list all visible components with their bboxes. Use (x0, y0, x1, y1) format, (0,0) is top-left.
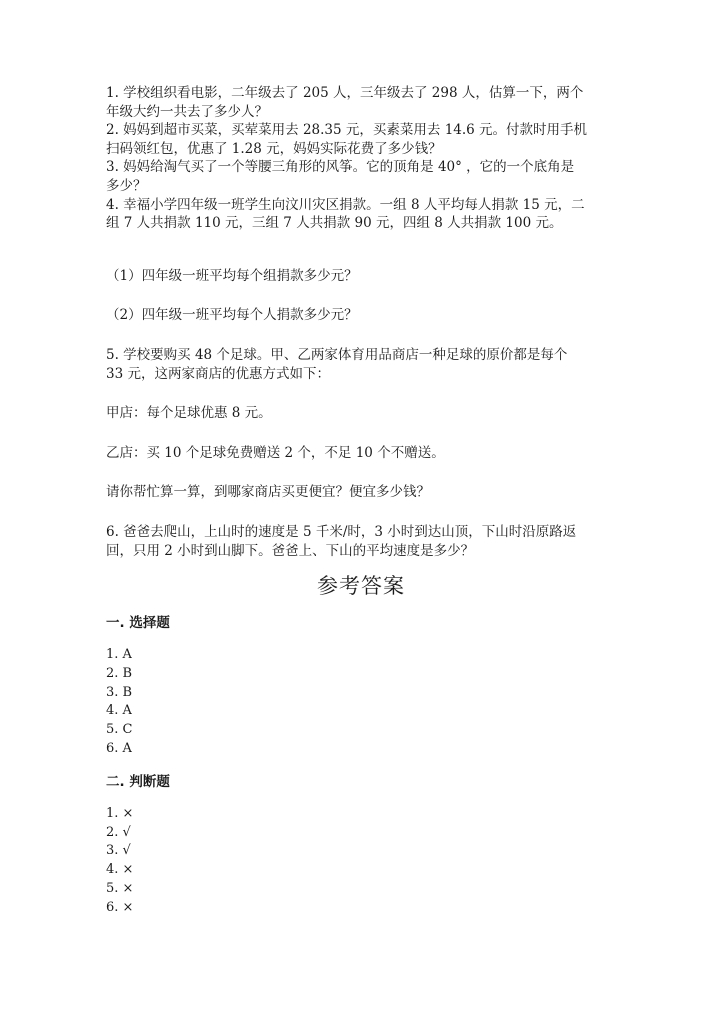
question-2-line-2: 扫码领红包，优惠了 1.28 元，妈妈实际花费了多少钱？ (106, 140, 442, 157)
multiple-choice-answers (106, 646, 616, 759)
answer-item: 5. C (106, 722, 133, 738)
question-3 (106, 158, 616, 195)
worksheet-page (106, 84, 616, 918)
answer-item: 3. √ (106, 843, 131, 859)
question-5-shop-b: 乙店：买 10 个足球免费赠送 2 个，不足 10 个不赠送。 (106, 444, 445, 461)
question-5-ask: 请你帮忙算一算，到哪家商店买更便宜？便宜多少钱？ (106, 484, 430, 501)
question-1 (106, 84, 616, 121)
question-3-line-2: 多少？ (106, 177, 147, 194)
question-4-line-1: 4. 幸福小学四年级一班学生向汶川灾区捐款。一组 8 人平均每人捐款 15 元，二 (106, 196, 585, 213)
answer-item: 3. B (106, 684, 133, 700)
question-6 (106, 523, 616, 560)
question-1-line-2: 年级大约一共去了多少人？ (106, 103, 268, 120)
answer-item: 1. × (106, 805, 134, 821)
section-heading-multiple-choice: 一. 选择题 (106, 615, 170, 632)
question-4-subquestion-1: （1）四年级一班平均每个组捐款多少元？ (106, 267, 358, 284)
answer-item: 1. A (106, 647, 132, 663)
true-false-answers (106, 805, 616, 918)
question-4-line-2: 组 7 人共捐款 110 元，三组 7 人共捐款 90 元，四组 8 人共捐款 100 元。 (106, 215, 563, 232)
answer-item: 4. × (106, 862, 134, 878)
question-1-line-1: 1. 学校组织看电影，二年级去了 205 人，三年级去了 298 人，估算一下，两个 (106, 85, 584, 101)
answer-item: 2. B (106, 665, 133, 681)
answer-item: 2. √ (106, 824, 131, 840)
question-6-line-2: 回，只用 2 小时到山脚下。爸爸上、下山的平均速度是多少？ (106, 542, 475, 559)
answer-item: 6. A (106, 741, 132, 757)
answer-key-title: 参考答案 (317, 574, 405, 599)
question-4 (106, 196, 616, 233)
question-6-line-1: 6. 爸爸去爬山，上山时的速度是 5 千米/时，3 小时到达山顶，下山时沿原路返 (106, 523, 577, 540)
section-heading-true-false: 二. 判断题 (106, 773, 170, 790)
question-2 (106, 121, 616, 158)
answer-item: 4. A (106, 703, 132, 719)
question-5-line-2: 33 元，这两家商店的优惠方式如下： (106, 365, 330, 382)
question-4-subquestion-2: （2）四年级一班平均每个人捐款多少元？ (106, 307, 358, 324)
question-5 (106, 346, 616, 383)
question-5-line-1: 5. 学校要购买 48 个足球。甲、乙两家体育用品商店一种足球的原价都是每个 (106, 346, 568, 363)
answer-item: 5. × (106, 881, 134, 897)
question-3-line-1: 3. 妈妈给淘气买了一个等腰三角形的风筝。它的顶角是 40° ，它的一个底角是 (106, 159, 575, 176)
answer-item: 6. × (106, 899, 134, 915)
question-5-shop-a: 甲店：每个足球优惠 8 元。 (106, 405, 272, 422)
question-2-line-1: 2. 妈妈到超市买菜，买荤菜用去 28.35 元，买素菜用去 14.6 元。付款时用手机 (106, 122, 588, 139)
